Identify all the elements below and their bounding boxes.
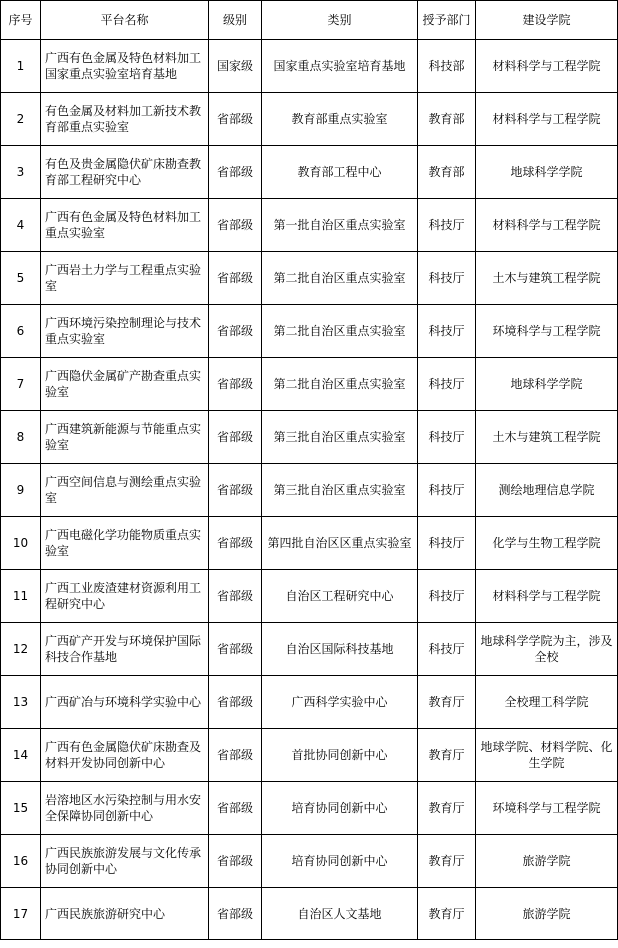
cell-college: 材料科学与工程学院: [476, 199, 618, 252]
table-row: [1, 835, 618, 888]
cell-dept: 教育部: [418, 93, 476, 146]
cell-dept: 科技厅: [418, 517, 476, 570]
cell-category: 教育部工程中心: [262, 146, 418, 199]
table-row: [1, 517, 618, 570]
cell-index: 15: [1, 782, 41, 835]
header-category: 类别: [262, 1, 418, 40]
cell-category: 第二批自治区重点实验室: [262, 252, 418, 305]
cell-name: 广西工业废渣建材资源利用工程研究中心: [41, 570, 209, 623]
cell-index: 5: [1, 252, 41, 305]
cell-name: 广西岩土力学与工程重点实验室: [41, 252, 209, 305]
table-row: [1, 411, 618, 464]
cell-college: 旅游学院: [476, 835, 618, 888]
cell-dept: 科技厅: [418, 464, 476, 517]
cell-college: 化学与生物工程学院: [476, 517, 618, 570]
cell-category: 自治区国际科技基地: [262, 623, 418, 676]
header-level: 级别: [209, 1, 262, 40]
cell-college: 环境科学与工程学院: [476, 782, 618, 835]
cell-college: 材料科学与工程学院: [476, 40, 618, 93]
cell-dept: 教育厅: [418, 835, 476, 888]
cell-index: 13: [1, 676, 41, 729]
cell-level: 省部级: [209, 464, 262, 517]
cell-category: 国家重点实验室培育基地: [262, 40, 418, 93]
cell-category: 第三批自治区重点实验室: [262, 464, 418, 517]
cell-level: 省部级: [209, 93, 262, 146]
cell-name: 广西建筑新能源与节能重点实验室: [41, 411, 209, 464]
table-row: [1, 93, 618, 146]
cell-dept: 教育厅: [418, 676, 476, 729]
cell-dept: 教育厅: [418, 782, 476, 835]
cell-dept: 教育部: [418, 146, 476, 199]
cell-dept: 科技厅: [418, 570, 476, 623]
cell-category: 第三批自治区重点实验室: [262, 411, 418, 464]
cell-dept: 科技厅: [418, 358, 476, 411]
cell-dept: 科技部: [418, 40, 476, 93]
cell-dept: 教育厅: [418, 888, 476, 940]
table-row: [1, 464, 618, 517]
cell-category: 第二批自治区重点实验室: [262, 358, 418, 411]
cell-dept: 教育厅: [418, 729, 476, 782]
table-row: [1, 888, 618, 940]
cell-category: 培育协同创新中心: [262, 782, 418, 835]
cell-index: 17: [1, 888, 41, 940]
cell-dept: 科技厅: [418, 305, 476, 358]
cell-index: 7: [1, 358, 41, 411]
cell-name: 有色及贵金属隐伏矿床勘查教育部工程研究中心: [41, 146, 209, 199]
header-college: 建设学院: [476, 1, 618, 40]
cell-level: 省部级: [209, 411, 262, 464]
table-row: [1, 305, 618, 358]
cell-name: 广西有色金属及特色材料加工国家重点实验室培育基地: [41, 40, 209, 93]
cell-name: 广西环境污染控制理论与技术重点实验室: [41, 305, 209, 358]
cell-level: 省部级: [209, 358, 262, 411]
cell-name: 广西隐伏金属矿产勘查重点实验室: [41, 358, 209, 411]
cell-college: 地球科学学院为主，涉及全校: [476, 623, 618, 676]
cell-college: 环境科学与工程学院: [476, 305, 618, 358]
cell-dept: 科技厅: [418, 199, 476, 252]
cell-college: 材料科学与工程学院: [476, 93, 618, 146]
cell-level: 省部级: [209, 252, 262, 305]
cell-name: 岩溶地区水污染控制与用水安全保障协同创新中心: [41, 782, 209, 835]
cell-level: 国家级: [209, 40, 262, 93]
cell-name: 广西民族旅游发展与文化传承协同创新中心: [41, 835, 209, 888]
cell-name: 广西矿冶与环境科学实验中心: [41, 676, 209, 729]
cell-index: 10: [1, 517, 41, 570]
cell-college: 旅游学院: [476, 888, 618, 940]
cell-index: 1: [1, 40, 41, 93]
cell-college: 材料科学与工程学院: [476, 570, 618, 623]
table-row: [1, 146, 618, 199]
cell-index: 11: [1, 570, 41, 623]
table-row: [1, 252, 618, 305]
cell-index: 8: [1, 411, 41, 464]
cell-level: 省部级: [209, 729, 262, 782]
cell-college: 地球学院、材料学院、化生学院: [476, 729, 618, 782]
table-row: [1, 782, 618, 835]
header-dept: 授予部门: [418, 1, 476, 40]
cell-name: 广西空间信息与测绘重点实验室: [41, 464, 209, 517]
cell-category: 培育协同创新中心: [262, 835, 418, 888]
table-row: [1, 623, 618, 676]
cell-name: 广西民族旅游研究中心: [41, 888, 209, 940]
cell-category: 第一批自治区重点实验室: [262, 199, 418, 252]
cell-category: 广西科学实验中心: [262, 676, 418, 729]
table-row: [1, 358, 618, 411]
cell-name: 广西有色金属及特色材料加工重点实验室: [41, 199, 209, 252]
cell-name: 广西矿产开发与环境保护国际科技合作基地: [41, 623, 209, 676]
cell-category: 首批协同创新中心: [262, 729, 418, 782]
cell-college: 土木与建筑工程学院: [476, 411, 618, 464]
cell-name: 有色金属及材料加工新技术教育部重点实验室: [41, 93, 209, 146]
table-row: [1, 40, 618, 93]
cell-college: 地球科学学院: [476, 146, 618, 199]
table-row: [1, 570, 618, 623]
cell-college: 测绘地理信息学院: [476, 464, 618, 517]
cell-category: 第二批自治区重点实验室: [262, 305, 418, 358]
cell-dept: 科技厅: [418, 623, 476, 676]
table-row: [1, 199, 618, 252]
cell-name: 广西有色金属隐伏矿床勘查及材料开发协同创新中心: [41, 729, 209, 782]
header-row: [1, 1, 618, 40]
cell-college: 土木与建筑工程学院: [476, 252, 618, 305]
cell-college: 地球科学学院: [476, 358, 618, 411]
cell-category: 自治区人文基地: [262, 888, 418, 940]
cell-index: 9: [1, 464, 41, 517]
cell-level: 省部级: [209, 782, 262, 835]
cell-index: 4: [1, 199, 41, 252]
cell-category: 第四批自治区区重点实验室: [262, 517, 418, 570]
header-name: 平台名称: [41, 1, 209, 40]
cell-level: 省部级: [209, 517, 262, 570]
cell-level: 省部级: [209, 623, 262, 676]
cell-level: 省部级: [209, 676, 262, 729]
cell-name: 广西电磁化学功能物质重点实验室: [41, 517, 209, 570]
cell-index: 14: [1, 729, 41, 782]
cell-level: 省部级: [209, 835, 262, 888]
cell-level: 省部级: [209, 305, 262, 358]
cell-dept: 科技厅: [418, 252, 476, 305]
cell-category: 教育部重点实验室: [262, 93, 418, 146]
cell-level: 省部级: [209, 570, 262, 623]
cell-category: 自治区工程研究中心: [262, 570, 418, 623]
table-row: [1, 729, 618, 782]
table-row: [1, 676, 618, 729]
cell-index: 16: [1, 835, 41, 888]
cell-level: 省部级: [209, 146, 262, 199]
cell-level: 省部级: [209, 199, 262, 252]
cell-college: 全校理工科学院: [476, 676, 618, 729]
cell-level: 省部级: [209, 888, 262, 940]
cell-index: 6: [1, 305, 41, 358]
cell-index: 2: [1, 93, 41, 146]
cell-index: 12: [1, 623, 41, 676]
cell-index: 3: [1, 146, 41, 199]
cell-dept: 科技厅: [418, 411, 476, 464]
header-index: 序号: [1, 1, 41, 40]
